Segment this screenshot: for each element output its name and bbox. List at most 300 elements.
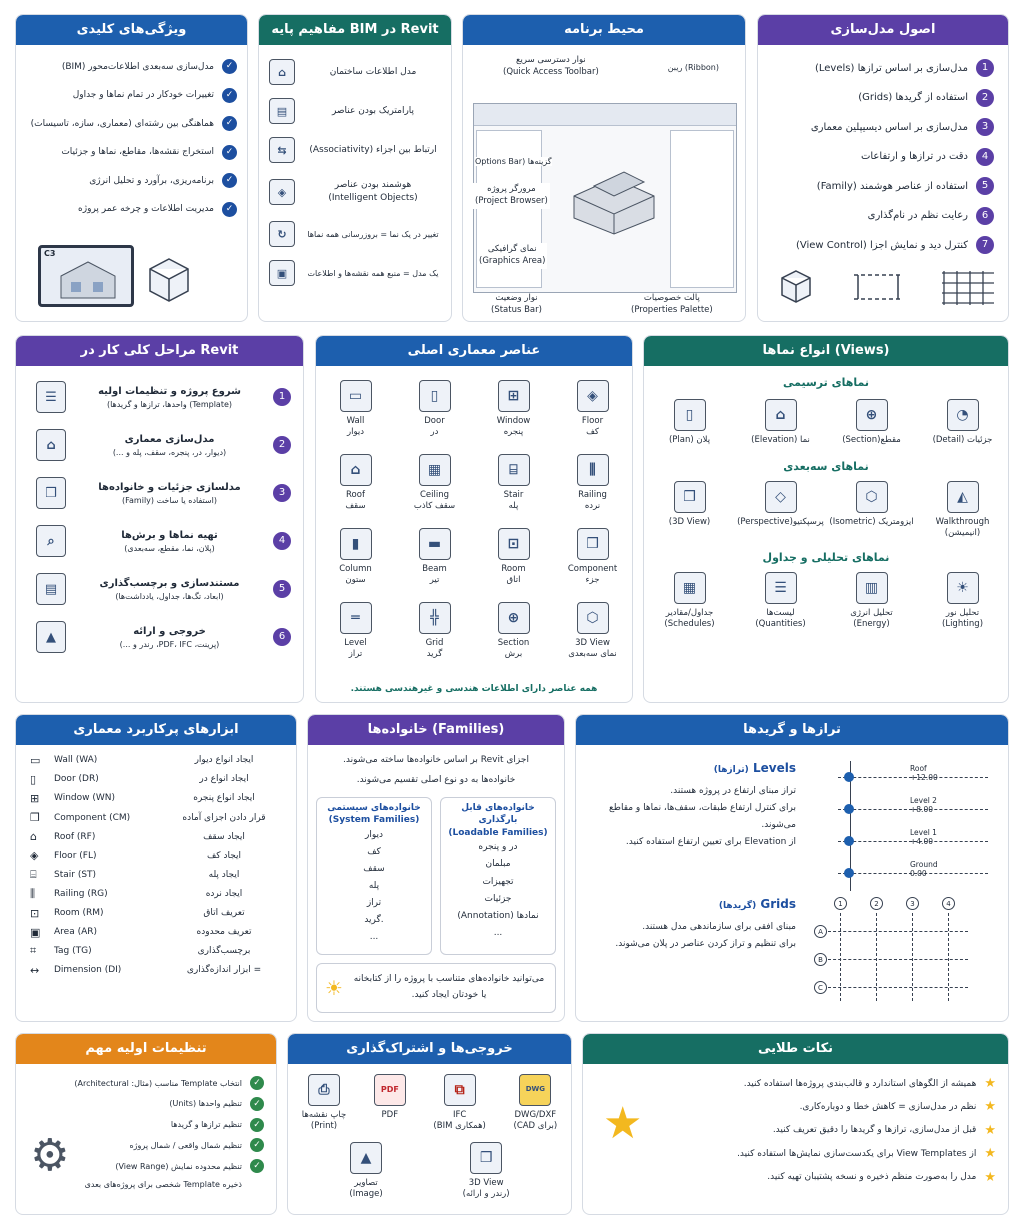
modeling-title: اصول مدل‌سازی [758, 15, 1008, 45]
step-title: مستندسازی و برچسب‌گذاری [99, 577, 240, 589]
workflow-step [36, 474, 291, 512]
list-item: تراز مبنای ارتفاع در پروژه هستند. [670, 786, 796, 796]
families-tip [316, 963, 556, 1013]
building-icon: ⌂ [36, 429, 66, 461]
intelligent-object-icon: ◈ [269, 179, 295, 205]
list-item [673, 1076, 996, 1091]
bim-card [258, 14, 452, 322]
railing-icon: ⫼ [30, 886, 36, 900]
list-item-label: یک مدل = منبع همه نقشه‌ها و اطلاعات [307, 268, 439, 278]
list-item [269, 96, 443, 126]
list-item [269, 258, 443, 288]
features-title: ویژگی‌های کلیدی [16, 15, 247, 45]
qat-label: نوار دسترسی سریع (Quick Access Toolbar) [503, 55, 599, 77]
modeling-illustrations [776, 267, 996, 307]
section-icon: ⊕ [856, 399, 888, 431]
tool-desc: تعریف محدوده [196, 927, 252, 938]
magnifier-doc-icon: ⌕ [36, 525, 66, 557]
output-3d-view: ❒ 3D View (رندر و ارائه) [463, 1142, 510, 1200]
building-icon [564, 156, 664, 236]
tool-desc: ایجاد نرده [205, 888, 243, 899]
list-item-label: مدل را به‌صورت منظم ذخیره و نسخه پشتیبان تهیه کنید. [767, 1172, 977, 1183]
list-item-label: همیشه از الگوهای استاندارد و قالب‌بندی پروژه‌ها استفاده کنید. [743, 1078, 977, 1089]
bulb-icon: ☀ [325, 975, 343, 1000]
check-icon: ✓ [250, 1118, 264, 1132]
list-item [24, 1180, 264, 1189]
elements-grid [316, 380, 632, 660]
element-stair: ⌸ Stair پله [474, 454, 553, 512]
star-bullet-icon: ★ [984, 1169, 996, 1185]
roof-icon: ⌂ [30, 830, 37, 844]
features-card [15, 14, 248, 322]
element-level: ═ Level تراز [316, 602, 395, 660]
list-item [24, 202, 237, 217]
stair-icon: ⌸ [30, 867, 37, 881]
tool-row [30, 925, 286, 940]
elements-note: همه عناصر دارای اطلاعات هندسی و غیرهندسی هستند. [350, 684, 598, 694]
list-item-label: تنظیم محدوده نمایش (View Range) [115, 1161, 242, 1171]
list-item-label: تنظیم واحدها (Units) [169, 1099, 242, 1109]
element-wall: ▭ Wall دیوار [316, 380, 395, 438]
modeling-card [757, 14, 1009, 322]
tool-name: Dimension (DI) [54, 965, 122, 976]
perspective-view: ◇ پرسپکتیو(Perspective) [735, 481, 826, 539]
level-icon: ═ [340, 602, 372, 634]
element-section: ⊕ Section برش [474, 602, 553, 660]
environment-card [462, 14, 746, 322]
wall-icon: ▭ [30, 753, 41, 767]
tag-doc-icon: ▤ [36, 573, 66, 605]
walkthrough-icon: ◭ [947, 481, 979, 513]
tool-desc: = ابزار اندازه‌گذاری [186, 965, 262, 976]
settings-card [15, 1033, 277, 1215]
bar-chart-icon: ▥ [856, 572, 888, 604]
level-line: Roof +12.00 [838, 777, 988, 778]
families-title: خانواده‌ها (Families) [308, 715, 564, 745]
tool-desc: ایجاد سقف [203, 831, 245, 842]
dwg-icon: DWG [519, 1074, 551, 1106]
list-item [768, 89, 994, 107]
list-item: مبنای افقی برای سازماندهی مدل هستند. [642, 922, 796, 932]
step-number: 2 [273, 436, 291, 454]
properties-label: پالت خصوصیات (Properties Palette) [631, 293, 713, 315]
step-number: 5 [273, 580, 291, 598]
draw-views-title: نماهای ترسیمی [782, 376, 870, 389]
ceiling-icon: ▦ [419, 454, 451, 486]
section-icon: ⊕ [498, 602, 530, 634]
families-card [307, 714, 565, 1022]
levels-heading: Levels [752, 761, 796, 775]
step-title: شروع پروژه و تنظیمات اولیه [98, 385, 241, 397]
list-item-label: استخراج نقشه‌ها، مقاطع، نماها و جزئیات [61, 147, 214, 157]
element-railing: ⫼ Railing نرده [553, 454, 632, 512]
output-ifc: ⧉ IFC (همکاری BIM) [433, 1074, 485, 1132]
status-label: نوار وضعیت (Status Bar) [491, 293, 542, 315]
list-item-label: مدل‌سازی بر اساس دیسیپلین معماری [810, 121, 968, 133]
table-icon: ▦ [674, 572, 706, 604]
tool-row [30, 753, 286, 768]
element-beam: ▬ Beam تیر [395, 528, 474, 586]
list-item-label: مدل‌سازی سه‌بعدی اطلاعات‌محور (BIM) [61, 61, 214, 72]
grid-bubble: A [814, 925, 827, 938]
list-item-label: مدل اطلاعات ساختمان [329, 67, 417, 77]
isometric-view: ⬡ ایزومتریک (Isometric) [826, 481, 917, 539]
tool-row [30, 829, 286, 844]
list-item-label: نظم در مدل‌سازی = کاهش خطا و دوباره‌کاری. [799, 1101, 977, 1112]
perspective-icon: ◇ [765, 481, 797, 513]
tool-row [30, 944, 286, 959]
workflow-title: مراحل کلی کار در Revit [16, 336, 303, 366]
tools-card [15, 714, 297, 1022]
tool-name: Door (DR) [54, 774, 99, 785]
image-export-icon: ▲ [36, 621, 66, 653]
outputs-row1 [288, 1074, 571, 1132]
logo-text: C3 [44, 249, 56, 258]
list-item-label: استفاده از گریدها (Grids) [858, 92, 968, 103]
tool-name: Window (WN) [54, 793, 116, 804]
monitor-icon [38, 245, 134, 307]
tool-row [30, 963, 286, 978]
cube-icon: ⬡ [577, 602, 609, 634]
step-number: 4 [273, 532, 291, 550]
step-title: تهیه نماها و برش‌ها [121, 529, 218, 541]
list-item [673, 1123, 996, 1138]
list-item-label: مدیریت اطلاعات و چرخه عمر پروژه [78, 204, 214, 214]
elevation-view: ⌂ نما (Elevation) [735, 399, 826, 446]
printer-icon: ⎙ [308, 1074, 340, 1106]
output-pdf: PDF PDF [374, 1074, 406, 1132]
list-item-label: دقت در ترازها و ارتفاعات [860, 151, 968, 162]
tip-text: می‌توانید خانواده‌های متناسب با پروژه را از کتابخانه یا خودتان ایجاد کنید. [353, 974, 545, 1000]
ifc-icon: ⧉ [444, 1074, 476, 1106]
detail-icon: ◔ [947, 399, 979, 431]
tool-row [30, 887, 286, 902]
plan-view: ▯ پلان (Plan) [644, 399, 735, 446]
parametric-icon: ▤ [269, 98, 295, 124]
tool-row [30, 868, 286, 883]
room-icon: ⊡ [30, 906, 40, 920]
step-number: 1 [976, 59, 994, 77]
single-model-icon: ▣ [269, 260, 295, 286]
loadable-families-box: خانواده‌های قابل بارگذاری (Loadable Families) در و پنجره مبلمان تجهیزات جزئیات (Annotation) نمادها ... [440, 797, 556, 955]
list-item-label: از View Templates برای یکدست‌سازی نمایش‌ها استفاده کنید. [737, 1148, 977, 1159]
list-item [768, 236, 994, 254]
grid-bubble: 4 [942, 897, 955, 910]
star-bullet-icon: ★ [984, 1122, 996, 1138]
list-item [269, 135, 443, 165]
list-item [269, 219, 443, 249]
step-number: 3 [976, 118, 994, 136]
views-card [643, 335, 1009, 703]
cube-icon [776, 267, 816, 307]
list-item [24, 1097, 264, 1111]
3d-view: ❒ (3D View) [644, 481, 735, 539]
check-icon: ✓ [250, 1076, 264, 1090]
list-item [768, 148, 994, 166]
step-number: 5 [976, 177, 994, 195]
grids-section [596, 897, 796, 953]
list-item: برای کنترل ارتفاع طبقات، سقف‌ها، نماها و مقاطع می‌شوند. [609, 803, 796, 831]
step-number: 6 [273, 628, 291, 646]
output-image: ▲ تصاویر (Image) [349, 1142, 382, 1200]
element-component: ❒ Component جزء [553, 528, 632, 586]
workflow-step [36, 570, 291, 608]
tool-name: Stair (ST) [54, 869, 97, 880]
check-icon: ✓ [250, 1159, 264, 1173]
element-room: ⊡ Room اتاق [474, 528, 553, 586]
element-floor: ◈ Floor کف [553, 380, 632, 438]
tag-icon: ⌗ [30, 944, 37, 958]
list-item-label: مدل‌سازی بر اساس ترازها (Levels) [814, 62, 968, 74]
tool-desc: ایجاد انواع دیوار [194, 755, 254, 766]
list-item: از Elevation برای تعیین ارتفاع استفاده کنید. [625, 837, 796, 848]
graphics-label: نمای گرافیکی (Graphics Area) [477, 243, 547, 269]
check-icon: ✓ [250, 1097, 264, 1111]
list-item: برای تنظیم و تراز کردن عناصر در پلان می‌شوند. [615, 939, 796, 950]
levels-diagram [838, 761, 998, 891]
list-item [673, 1170, 996, 1185]
element-window: ⊞ Window پنجره [474, 380, 553, 438]
modeling-list [758, 45, 1008, 254]
section-view: ⊕ مقطع(Section) [826, 399, 917, 446]
tool-desc: ایجاد کف [206, 850, 242, 861]
outputs-card [287, 1033, 572, 1215]
update-views-icon: ↻ [269, 221, 295, 247]
plan-icon: ▯ [674, 399, 706, 431]
grid-bubble: C [814, 981, 827, 994]
list-item-label: استفاده از عناصر هوشمند (Family) [816, 180, 968, 192]
check-icon: ✓ [222, 116, 237, 131]
features-list [16, 45, 247, 217]
element-roof: ⌂ Roof سقف [316, 454, 395, 512]
element-column: ▮ Column ستون [316, 528, 395, 586]
element-ceiling: ▦ Ceiling سقف کاذب [395, 454, 474, 512]
list-item-label: تنظیم ترازها و گریدها [170, 1120, 242, 1130]
level-line: Level 1 +4.00 [838, 841, 988, 842]
tool-row [30, 791, 286, 806]
output-print: ⎙ چاپ نقشه‌ها (Print) [302, 1074, 346, 1132]
list-item-label: رعایت نظم در نام‌گذاری [867, 210, 968, 221]
project-browser-panel [670, 130, 734, 288]
list-icon: ☰ [765, 572, 797, 604]
level-arrows-icon [850, 269, 906, 305]
element-door: ▯ Door در [395, 380, 474, 438]
list-item-label: قبل از مدل‌سازی، ترازها و گریدها را دقیق تعریف کنید. [772, 1125, 977, 1136]
list-item [24, 116, 237, 131]
family-icon: ❒ [36, 477, 66, 509]
tool-name: Wall (WA) [54, 755, 98, 766]
door-icon: ▯ [419, 380, 451, 412]
cube-icon [144, 255, 194, 305]
browser-label: مرورگر پروژه (Project Browser) [473, 183, 550, 209]
elements-card [315, 335, 633, 703]
three-views-title: نماهای سه‌بعدی [783, 460, 869, 474]
workflow-step [36, 618, 291, 656]
step-desc: (Template) واحدها، ترازها و گریدها) [106, 399, 233, 409]
tool-row [30, 772, 286, 787]
tool-row [30, 906, 286, 921]
elevation-icon: ⌂ [765, 399, 797, 431]
list-item-label: تغییر در یک نما = بروزرسانی همه نماها [307, 229, 439, 239]
building-model-icon: ⌂ [269, 59, 295, 85]
tool-row [30, 810, 286, 825]
element-grid: ╬ Grid گرید [395, 602, 474, 660]
list-item-label: تغییرات خودکار در تمام نماها و جداول [72, 90, 214, 100]
star-bullet-icon: ★ [984, 1146, 996, 1162]
tool-desc: ایجاد انواع پنجره [193, 793, 255, 804]
list-item-label: ذخیره Template شخصی برای پروژه‌های بعدی [84, 1179, 242, 1189]
settings-title: تنظیمات اولیه مهم [16, 1034, 276, 1064]
floor-icon: ◈ [577, 380, 609, 412]
workflow-card [15, 335, 304, 703]
list-item [768, 177, 994, 195]
tool-name: Roof (RF) [54, 831, 96, 842]
elements-title: عناصر معماری اصلی [316, 336, 632, 366]
beam-icon: ▬ [419, 528, 451, 560]
list-item [768, 118, 994, 136]
step-desc: (پرینت، PDF، IFC، رندر و ...) [119, 639, 220, 649]
step-desc: (استفاده یا ساخت (Family) [122, 495, 217, 505]
tool-row [30, 848, 286, 863]
workflow-list [16, 366, 303, 656]
analytic-views-grid [644, 572, 1008, 630]
bim-title: مفاهیم پایه BIM در Revit [259, 15, 451, 45]
wall-icon: ▭ [340, 380, 372, 412]
tool-name: Area (AR) [54, 927, 98, 938]
list-item [24, 145, 237, 160]
door-icon: ▯ [30, 772, 37, 786]
step-number: 6 [976, 207, 994, 225]
check-icon: ✓ [222, 173, 237, 188]
output-dwg: DWG DWG/DXF (برای CAD) [513, 1074, 557, 1132]
grid-icon [940, 269, 996, 305]
list-item-label: ارتباط بین اجزاء (Associativity) [309, 145, 437, 155]
tool-name: Room (RM) [54, 908, 104, 918]
tool-name: Railing (RG) [54, 888, 108, 899]
isometric-icon: ⬡ [856, 481, 888, 513]
list-item [673, 1099, 996, 1114]
star-bullet-icon: ★ [984, 1076, 996, 1091]
grids-diagram [814, 895, 974, 1005]
step-desc: (پلان، نما، مقطع، سه‌بعدی) [124, 543, 215, 553]
tool-name: Tag (TG) [54, 946, 92, 957]
column-icon: ▮ [340, 528, 372, 560]
tools-title: ابزارهای پرکاربرد معماری [16, 715, 296, 745]
tool-desc: تعریف اتاق [203, 908, 245, 918]
step-desc: (دیوار، در، پنجره، سقف، پله و ...) [112, 447, 227, 457]
component-icon: ❒ [577, 528, 609, 560]
workflow-step [36, 426, 291, 464]
pdf-icon: PDF [374, 1074, 406, 1106]
grids-heading-fa: (گریدها) [718, 901, 757, 911]
tips-card [582, 1033, 1009, 1215]
outputs-row2 [288, 1142, 571, 1200]
level-line: Ground 0.00 [838, 873, 988, 874]
schedules-view: ▦ جداول/مقادیر (Schedules) [644, 572, 735, 630]
step-number: 3 [273, 484, 291, 502]
bulb-icon: ☀ [947, 572, 979, 604]
list-item [673, 1146, 996, 1161]
grid-bubble: 1 [834, 897, 847, 910]
list-item-label: انتخاب Template مناسب (مثال: Architectural) [74, 1078, 242, 1088]
cube-icon: ❒ [470, 1142, 502, 1174]
analytic-views-title: نماهای تحلیلی و جداول [762, 551, 890, 565]
check-icon: ✓ [222, 59, 237, 74]
list-item-label: تنظیم شمال واقعی / شمال پروژه [129, 1140, 242, 1150]
list-item [24, 1076, 264, 1090]
star-icon: ★ [603, 1098, 643, 1149]
list-item [24, 173, 237, 188]
room-icon: ⊡ [498, 528, 530, 560]
document-icon: ☰ [36, 381, 66, 413]
tools-list [16, 745, 296, 978]
outputs-title: خروجی‌ها و اشتراک‌گذاری [288, 1034, 571, 1064]
ribbon-label: ریبن (Ribbon) [667, 63, 719, 72]
families-intro: اجزای Revit بر اساس خانواده‌ها ساخته می‌شوند. خانواده‌ها به دو نوع اصلی تقسیم می‌شوند. [343, 755, 529, 785]
star-bullet-icon: ★ [984, 1099, 996, 1115]
list-item-label: کنترل دید و نمایش اجزا (View Control) [795, 239, 968, 251]
families-columns [308, 791, 564, 955]
levels-title: ترازها و گریدها [576, 715, 1008, 745]
component-icon: ❒ [30, 811, 40, 825]
lighting-view: ☀ تحلیل نور (Lighting) [917, 572, 1008, 630]
views-title: انواع نماها (Views) [644, 336, 1008, 366]
list-item [768, 207, 994, 225]
list-item [768, 59, 994, 77]
step-title: مدلسازی جزئیات و خانواده‌ها [98, 481, 241, 493]
dimension-icon: ↔ [30, 963, 40, 977]
step-number: 2 [976, 89, 994, 107]
grid-bubble: B [814, 953, 827, 966]
list-item [24, 59, 237, 74]
element-3d-view: ⬡ 3D View نمای سه‌بعدی [553, 602, 632, 660]
list-item [269, 57, 443, 87]
detail-view: ◔ جزئیات (Detail) [917, 399, 1008, 446]
associativity-icon: ⇆ [269, 137, 295, 163]
options-label: Options Bar) گزینه‌ها [475, 157, 552, 166]
tips-list [583, 1064, 1008, 1185]
level-line: Level 2 +8.00 [838, 809, 988, 810]
ribbon-bar [474, 104, 736, 126]
workflow-step [36, 522, 291, 560]
step-number: 4 [976, 148, 994, 166]
list-item-label: هماهنگی بین رشته‌ای (معماری، سازه، تاسیسات) [30, 118, 214, 129]
tips-title: نکات طلایی [583, 1034, 1008, 1064]
environment-title: محیط برنامه [463, 15, 745, 45]
cube-icon: ❒ [674, 481, 706, 513]
grid-icon: ╬ [419, 602, 451, 634]
tool-desc: قرار دادن اجزای آماده [182, 812, 266, 823]
check-icon: ✓ [222, 202, 237, 217]
quantities-view: ☰ لیست‌ها (Quantities) [735, 572, 826, 630]
list-item [24, 88, 237, 103]
energy-view: ▥ تحلیل انرژی (Energy) [826, 572, 917, 630]
list-item-label: پارامتریک بودن عناصر [331, 106, 415, 116]
levels-section [596, 761, 796, 851]
bim-list [259, 45, 451, 288]
step-title: خروجی و ارائه [133, 625, 206, 637]
gear-icon: ⚙ [30, 1130, 70, 1181]
list-item-label: برنامه‌ریزی، برآورد و تحلیل انرژی [89, 175, 214, 186]
grids-heading: Grids [760, 897, 796, 911]
tool-desc: برچسب‌گذاری [197, 946, 251, 957]
three-views-grid [644, 481, 1008, 539]
step-title: مدل‌سازی معماری [124, 433, 215, 445]
tool-name: Component (CM) [54, 812, 131, 823]
check-icon: ✓ [222, 145, 237, 160]
tool-desc: ایجاد پله [208, 869, 240, 880]
tool-desc: ایجاد انواع در [199, 774, 249, 785]
